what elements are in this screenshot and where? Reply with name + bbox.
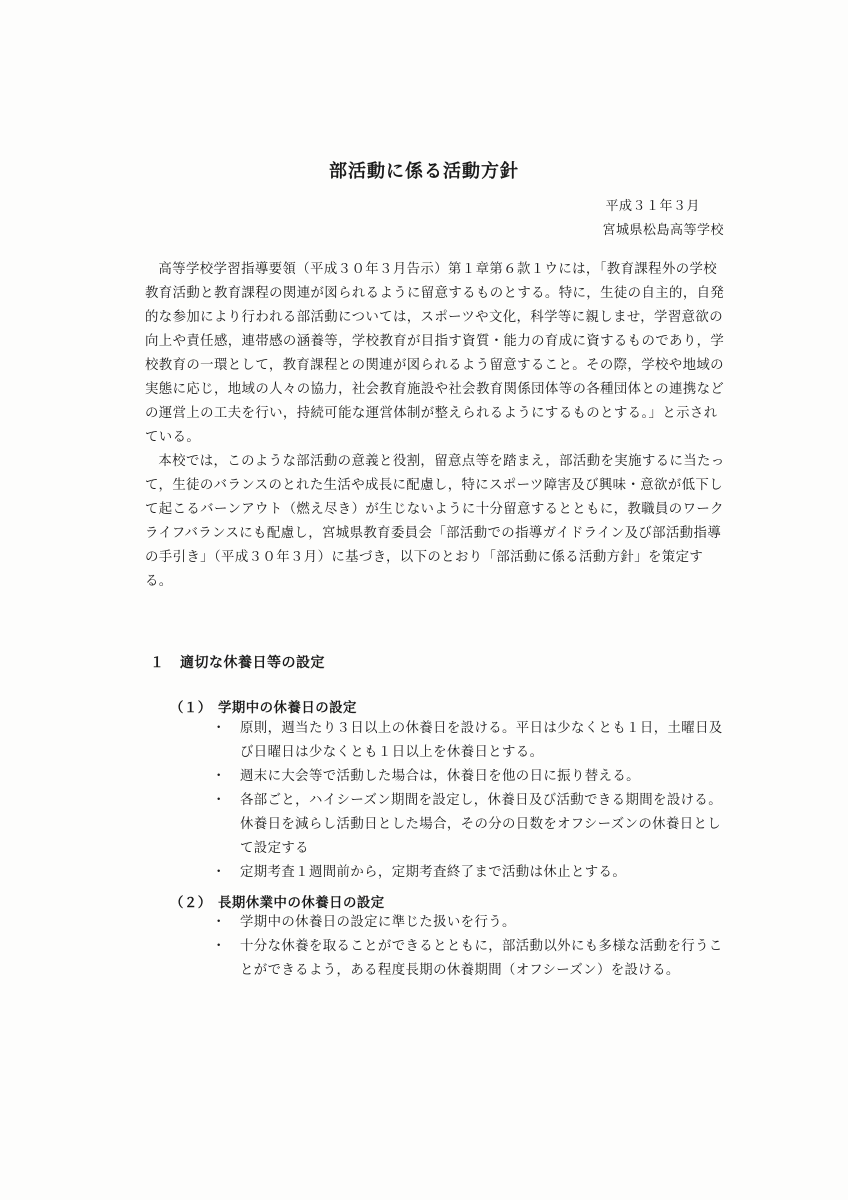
subsection-1-title: 学期中の休養日の設定 [218,701,357,716]
intro-paragraph-2: 本校では，このような部活動の意義と役割，留意点等を踏まえ，部活動を実施するに当たって，生徒のバランスのとれた生活や成長に配慮し，特にスポーツ障害及び興味・意欲が低下して起こるバーンアウト（燃え尽き）が生じないように十分留意するとともに，教職員のワークライフバランスにも配慮し，宮城県教育委員会「部活動での指導ガイドライン及び部活動指導の手引き」（平成３０年３月）に基づき，以下のとおり「部活動に係る活動方針」を策定する。 [145,454,725,589]
list-item [212,861,732,885]
section-1-heading [150,652,325,672]
list-item [212,911,732,935]
subsection-1-list [212,717,732,885]
subsection-1-number: （１） [170,701,212,716]
bullet-icon: ・ [212,865,226,880]
list-item-text: 各部ごと，ハイシーズン期間を設定し，休養日及び活動できる期間を設ける。休養日を減らし活動日とした場合，その分の日数をオフシーズンの休養日として設定する [240,793,722,856]
bullet-icon: ・ [212,915,226,930]
section-1-number: １ [150,655,165,671]
list-item [212,717,732,765]
list-item-text: 定期考査１週間前から，定期考査終了まで活動は休止とする。 [240,865,627,880]
subsection-1-heading [170,697,357,716]
list-item-text: 十分な休養を取ることができるとともに，部活動以外にも多様な活動を行うことができるよう，ある程度長期の休養期間（オフシーズン）を設ける。 [240,939,723,978]
subsection-2-number: （２） [170,896,212,911]
bullet-icon: ・ [212,769,226,784]
subsection-2-heading [170,892,385,911]
list-item [212,935,732,983]
document-date: 平成３１年３月 [605,199,700,214]
intro-text [145,258,730,594]
intro-paragraph-1: 高等学校学習指導要領（平成３０年３月告示）第１章第６款１ウには，「教育課程外の学校教育活動と教育課程の関連が図られるように留意するものとする。特に，生徒の自主的，自発的な参加により行われる部活動については，スポーツや文化，科学等に親しませ，学習意欲の向上や責任感，連帯感の涵養等，学校教育が目指す資質・能力の育成に資するものであり，学校教育の一環として，教育課程との関連が図られるよう留意すること。その際，学校や地域の実態に応じ，地域の人々の協力，社会教育施設や社会教育関係団体等の各種団体との連携などの運営上の工夫を行い，持続可能な運営体制が整えられるようにするものとする。」と示されている。 [145,262,725,445]
bullet-icon: ・ [212,793,226,808]
subsection-2-list [212,911,732,983]
list-item-text: 原則，週当たり３日以上の休養日を設ける。平日は少なくとも１日，土曜日及び日曜日は少なくとも１日以上を休養日とする。 [240,721,723,760]
school-name: 宮城県松島高等学校 [602,223,724,238]
subsection-2-title: 長期休業中の休養日の設定 [218,896,385,911]
list-item-text: 週末に大会等で活動した場合は，休養日を他の日に振り替える。 [240,769,640,784]
document-title: 部活動に係る活動方針 [329,161,519,182]
list-item [212,789,732,861]
bullet-icon: ・ [212,939,226,954]
bullet-icon: ・ [212,721,226,736]
section-1-title: 適切な休養日等の設定 [180,655,325,671]
list-item [212,765,732,789]
list-item-text: 学期中の休養日の設定に準じた扱いを行う。 [240,915,516,930]
